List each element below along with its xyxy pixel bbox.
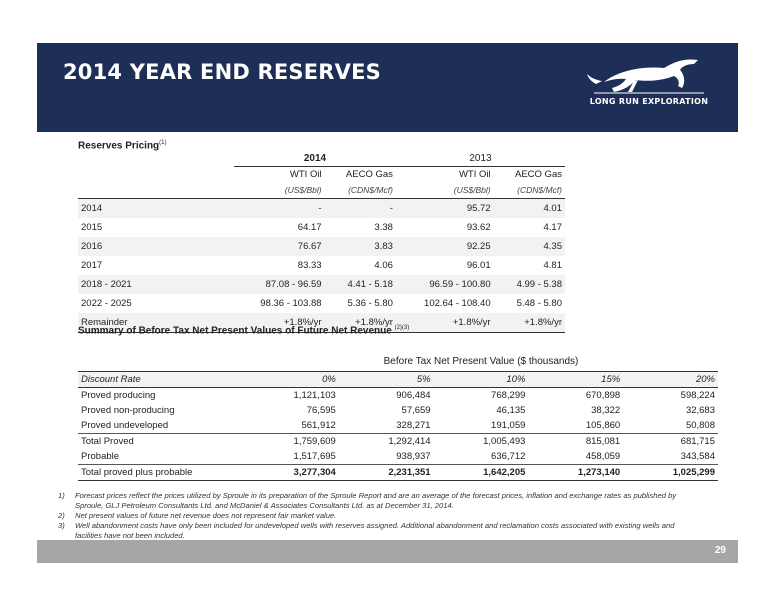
page-number: 29 — [714, 545, 726, 556]
row-label: 2017 — [81, 260, 103, 271]
table-cell: 93.62 — [466, 222, 491, 233]
footnotes — [58, 491, 698, 541]
column-header: AECO Gas — [515, 169, 562, 180]
pricing-title-sup: (1) — [159, 140, 167, 146]
table-cell: +1.8%/yr — [396, 313, 494, 333]
table-cell: 191,059 — [491, 420, 526, 431]
table-cell: 906,484 — [396, 390, 431, 401]
table-cell: 5.48 - 5.80 — [516, 298, 562, 309]
row-label: Proved producing — [81, 390, 156, 401]
table-cell: 3.83 — [325, 237, 396, 256]
table-cell: 598,224 — [680, 390, 715, 401]
column-header: WTI Oil — [458, 169, 491, 180]
npv-table — [78, 352, 718, 481]
table-cell: 670,898 — [585, 390, 621, 401]
pricing-title-text: Reserves Pricing — [78, 140, 160, 152]
table-cell: 32,683 — [685, 405, 715, 416]
table-cell: 92.25 — [396, 237, 494, 256]
npv-title — [78, 325, 409, 336]
pricing-year-header-row — [78, 151, 565, 167]
row-label: Total Proved — [78, 434, 244, 450]
row-label: Remainder — [78, 313, 234, 333]
page-title: 2014 YEAR END RESERVES — [63, 60, 381, 84]
table-cell: +1.8%/yr — [494, 313, 565, 333]
column-header: 0% — [244, 372, 339, 388]
table-cell: 681,715 — [623, 434, 718, 450]
table-cell: 98.36 - 103.88 — [260, 298, 322, 309]
row-label: Proved non-producing — [81, 405, 175, 416]
table-cell: 95.72 — [396, 199, 494, 219]
column-header: 10% — [434, 372, 529, 388]
footnote-number: 1) — [58, 491, 65, 500]
table-cell: 57,659 — [401, 405, 431, 416]
table-cell: 64.17 — [297, 222, 322, 233]
footnote-text: Well abandonment costs have only been included for undeveloped wells with reserves assigned. Additional abandonment and reclamation costs associated with existing wells and facilities have not been included. — [75, 521, 675, 540]
npv-column-header-row — [78, 372, 718, 388]
npv-super-header: Before Tax Net Present Value ($ thousands) — [383, 356, 579, 367]
table-row — [78, 237, 565, 256]
table-cell: 1,025,299 — [623, 465, 718, 481]
table-cell: 3,277,304 — [244, 465, 339, 481]
table-cell: 636,712 — [491, 451, 526, 462]
npv-title-sup: (2)(3) — [394, 325, 410, 331]
row-label: 2022 - 2025 — [81, 298, 132, 309]
table-row — [78, 294, 565, 313]
table-cell: 76,595 — [306, 405, 336, 416]
table-cell: 1,759,609 — [244, 434, 339, 450]
table-row — [78, 218, 565, 237]
column-header: Discount Rate — [78, 372, 244, 388]
row-label: 2015 — [81, 222, 103, 233]
npv-title-text: Summary of Before Tax Net Present Values of Future Net Revenue — [78, 325, 392, 337]
table-cell: 46,135 — [496, 405, 526, 416]
table-row — [78, 449, 718, 465]
table-row — [78, 465, 718, 481]
table-row — [78, 418, 718, 434]
table-cell: 4.99 - 5.38 — [494, 275, 565, 294]
footnote-text: Forecast prices reflect the prices utilized by Sproule in its preparation of the Sproule Report and are an average of the forecast prices, inflation and exchange rates as published by Sproule, GLJ Petroleum Consultants Ltd. and McDaniel & Associates Consultants Ltd. as at December 31, 2014. — [75, 491, 677, 510]
table-row — [78, 388, 718, 404]
table-cell: +1.8%/yr — [325, 313, 396, 333]
unit-label: (CDN$/Mcf) — [494, 182, 565, 199]
table-cell: 5.36 - 5.80 — [347, 298, 393, 309]
table-cell: 38,322 — [591, 405, 621, 416]
table-cell: 4.01 — [494, 199, 565, 219]
table-row — [78, 434, 718, 450]
npv-super-header-row — [78, 352, 718, 372]
unit-label: (US$/Bbl) — [234, 182, 325, 199]
year-header-2014: 2014 — [234, 151, 396, 167]
table-cell: 1,642,205 — [434, 465, 529, 481]
table-cell: +1.8%/yr — [234, 313, 325, 333]
row-label: Proved undeveloped — [81, 420, 169, 431]
row-label: Probable — [81, 451, 120, 462]
unit-label: (CDN$/Mcf) — [325, 182, 396, 199]
table-cell: 328,271 — [396, 420, 431, 431]
table-row — [78, 256, 565, 275]
footer-bar — [37, 540, 738, 563]
logo-text: LONG RUN EXPLORATION — [589, 97, 709, 106]
table-cell: 768,299 — [491, 390, 526, 401]
row-label: 2014 — [78, 199, 234, 219]
table-cell: 815,081 — [528, 434, 623, 450]
unit-label: (US$/Bbl) — [396, 182, 494, 199]
table-cell: 1,517,695 — [293, 451, 336, 462]
table-cell: 96.59 - 100.80 — [396, 275, 494, 294]
table-row — [78, 403, 718, 418]
column-header: WTI Oil — [289, 169, 322, 180]
pricing-title — [78, 140, 167, 151]
table-cell: 4.06 — [374, 260, 393, 271]
table-cell: 105,860 — [585, 420, 621, 431]
row-label: 2018 - 2021 — [78, 275, 234, 294]
table-cell: 96.01 — [466, 260, 491, 271]
footnote — [58, 491, 698, 511]
table-cell: 458,059 — [585, 451, 621, 462]
column-header: 15% — [528, 372, 623, 388]
footnote-text: Net present values of future net revenue does not represent fair market value. — [75, 511, 337, 520]
footnote — [58, 521, 698, 541]
table-cell: 83.33 — [297, 260, 322, 271]
row-label: 2016 — [78, 237, 234, 256]
table-cell: 938,937 — [396, 451, 431, 462]
table-cell: 1,005,493 — [434, 434, 529, 450]
table-row — [78, 199, 565, 219]
footnote — [58, 511, 698, 521]
table-cell: 4.17 — [543, 222, 562, 233]
table-cell: 4.35 — [494, 237, 565, 256]
pricing-table — [78, 151, 565, 333]
column-header: 20% — [623, 372, 718, 388]
footnote-number: 3) — [58, 521, 65, 530]
table-row — [78, 275, 565, 294]
table-cell: 1,121,103 — [293, 390, 336, 401]
table-cell: 1,292,414 — [339, 434, 434, 450]
table-cell: 4.81 — [543, 260, 562, 271]
table-cell: 76.67 — [234, 237, 325, 256]
table-cell: 3.38 — [374, 222, 393, 233]
year-header-2013: 2013 — [396, 151, 565, 167]
footnote-number: 2) — [58, 511, 65, 520]
table-cell: - — [234, 199, 325, 219]
table-cell: 102.64 - 108.40 — [424, 298, 491, 309]
pricing-column-header-row — [78, 167, 565, 183]
table-cell: 2,231,351 — [339, 465, 434, 481]
table-cell: 50,808 — [685, 420, 715, 431]
table-cell: 1,273,140 — [528, 465, 623, 481]
column-header: 5% — [339, 372, 434, 388]
pricing-units-row — [78, 182, 565, 199]
column-header: AECO Gas — [345, 169, 393, 180]
table-cell: 4.41 - 5.18 — [325, 275, 396, 294]
table-cell: 343,584 — [680, 451, 715, 462]
table-cell: 561,912 — [301, 420, 336, 431]
row-label: Total proved plus probable — [78, 465, 244, 481]
table-cell: - — [325, 199, 396, 219]
table-cell: 87.08 - 96.59 — [234, 275, 325, 294]
